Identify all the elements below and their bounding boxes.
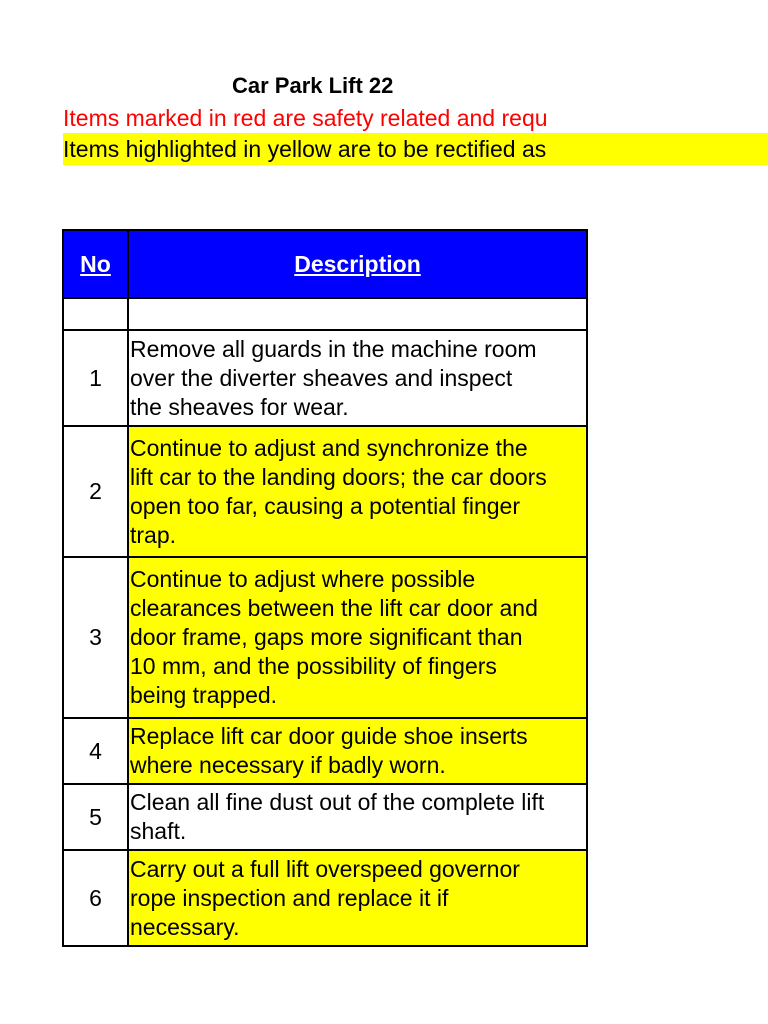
description-line: 10 mm, and the possibility of fingers [130,653,497,679]
header-row [63,230,587,298]
description-line: where necessary if badly worn. [130,752,446,778]
table-row [63,426,587,557]
item-description [128,557,587,718]
items-table [62,229,588,947]
item-number: 4 [63,718,128,784]
table-row [63,557,587,718]
description-line: shaft. [130,818,187,844]
description-line: lift car to the landing doors; the car doors [130,463,547,490]
description-line: Carry out a full lift overspeed governor [130,855,520,882]
safety-note: Items marked in red are safety related and requ [63,105,548,131]
sheet-title: Car Park Lift 22 [232,73,394,98]
table-row [63,330,587,426]
description-line: necessary. [130,913,240,940]
item-number: 2 [63,426,128,557]
blank-cell-description [128,298,587,330]
description-line: Continue to adjust where possible [130,566,476,592]
description-line: clearances between the lift car door and [130,595,538,621]
description-line: door frame, gaps more significant than [130,624,523,650]
blank-cell-no [63,298,128,330]
table-row [63,784,587,850]
blank-row [63,298,587,330]
description-line: Continue to adjust and synchronize the [130,434,528,461]
description-line: the sheaves for wear. [130,393,349,420]
item-description [128,718,587,784]
column-header-no: No [63,230,128,298]
description-line: rope inspection and replace it if [130,884,449,911]
table-row [63,718,587,784]
description-line: being trapped. [130,682,278,708]
item-description [128,426,587,557]
item-description [128,784,587,850]
item-description [128,850,587,946]
description-line: Remove all guards in the machine room [130,335,537,362]
description-line: trap. [130,521,177,548]
item-number: 6 [63,850,128,946]
table-row [63,850,587,946]
item-number: 3 [63,557,128,718]
description-line: Replace lift car door guide shoe inserts [130,723,528,749]
column-header-description: Description [128,230,587,298]
item-number: 5 [63,784,128,850]
description-line: Clean all fine dust out of the complete lift [130,789,545,815]
description-line: over the diverter sheaves and inspect [130,364,513,391]
item-number: 1 [63,330,128,426]
description-line: open too far, causing a potential finger [130,492,521,519]
rectify-note: Items highlighted in yellow are to be rectified as [63,136,547,162]
item-description [128,330,587,426]
